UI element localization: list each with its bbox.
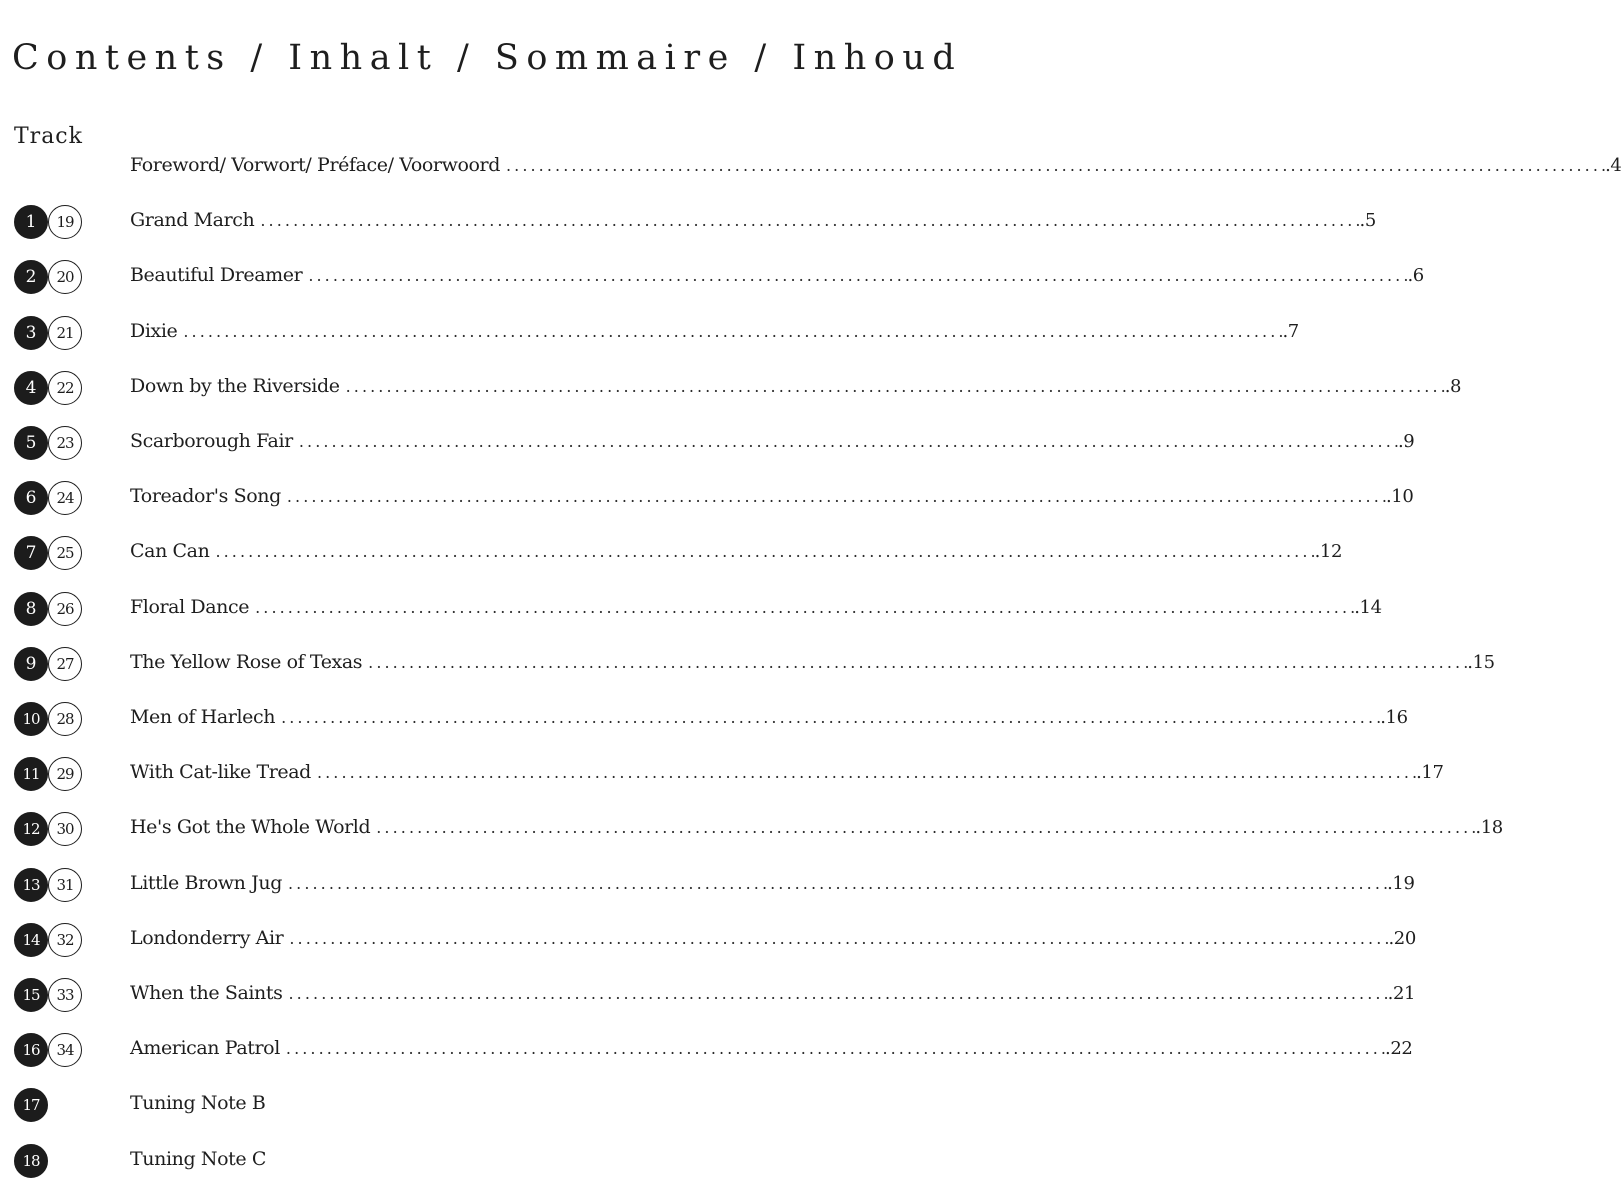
entry-title: Londonderry Air — [130, 926, 284, 949]
track-number-badge: 1 — [14, 205, 48, 239]
dot-leader — [346, 377, 1445, 396]
toc-entry — [130, 1037, 1413, 1060]
toc-row — [0, 479, 1414, 519]
toc-entry — [130, 319, 1299, 342]
toc-row — [0, 424, 1415, 464]
track-number-badge: 10 — [14, 702, 48, 736]
alt-track-number-badge: 26 — [48, 592, 82, 626]
page-number: .14 — [1354, 596, 1382, 618]
dot-leader — [376, 818, 1475, 837]
entry-title: Can Can — [130, 540, 210, 563]
page-number: .8 — [1444, 375, 1462, 397]
entry-title: The Yellow Rose of Texas — [130, 650, 363, 673]
dot-leader — [299, 432, 1398, 451]
alt-track-number-badge: 29 — [48, 757, 82, 791]
page-number: .21 — [1387, 983, 1416, 1004]
toc-entry — [130, 650, 1495, 673]
toc-entry — [130, 154, 1621, 176]
entry-title: Little Brown Jug — [130, 871, 282, 894]
track-number-badge: 3 — [14, 316, 48, 350]
alt-track-number-badge: 25 — [48, 536, 82, 570]
page-number: .16 — [1380, 707, 1408, 728]
toc-row — [0, 258, 1424, 298]
toc-row — [0, 810, 1503, 850]
toc-row — [0, 534, 1343, 574]
toc-row — [0, 755, 1444, 795]
dot-leader — [260, 211, 1359, 230]
alt-track-number-badge: 34 — [48, 1033, 82, 1067]
page-number: .18 — [1475, 817, 1503, 839]
page-number: .7 — [1282, 320, 1299, 342]
track-number-badge: 2 — [14, 260, 48, 294]
track-number-badge: 5 — [14, 426, 48, 460]
entry-title: With Cat-like Tread — [130, 761, 311, 784]
track-number-badge: 12 — [14, 812, 48, 846]
toc-entry — [130, 374, 1462, 397]
entry-title: Dixie — [130, 319, 178, 342]
track-number-badge: 16 — [14, 1033, 48, 1067]
alt-track-number-badge: 24 — [48, 481, 82, 515]
alt-track-number-badge: 19 — [48, 205, 82, 239]
toc-entry — [130, 816, 1503, 839]
track-number-badge: 13 — [14, 868, 48, 902]
entry-title: Floral Dance — [130, 595, 250, 618]
entry-title: Men of Harlech — [130, 706, 276, 728]
page-number: .9 — [1397, 431, 1415, 452]
toc-entry — [130, 430, 1415, 452]
dot-leader — [183, 322, 1282, 341]
page-number: .5 — [1359, 210, 1376, 232]
entry-title: American Patrol — [130, 1037, 280, 1060]
entry-title: Scarborough Fair — [130, 430, 293, 452]
entry-title: When the Saints — [130, 982, 283, 1004]
toc-entry — [130, 595, 1382, 618]
track-number-badge: 6 — [14, 481, 48, 515]
entry-title: Tuning Note C — [130, 1147, 266, 1170]
track-column-heading: Track — [14, 124, 83, 149]
alt-track-number-badge: 22 — [48, 371, 82, 405]
dot-leader — [368, 653, 1467, 672]
entry-title: Down by the Riverside — [130, 374, 340, 397]
toc-entry — [130, 485, 1414, 508]
toc-entry — [130, 540, 1343, 563]
track-number-badge: 4 — [14, 371, 48, 405]
page-number: .6 — [1407, 265, 1424, 287]
dot-leader — [281, 708, 1380, 727]
page-number: .4 — [1605, 155, 1621, 176]
toc-entry — [130, 926, 1416, 949]
track-number-badge: 9 — [14, 647, 48, 681]
toc-entry — [130, 706, 1408, 728]
toc-entry — [130, 1092, 816, 1114]
alt-track-number-badge: 30 — [48, 812, 82, 846]
entry-title: He's Got the Whole World — [130, 816, 371, 839]
page-number: .19 — [1387, 872, 1415, 894]
toc-row — [0, 921, 1416, 961]
track-number-badge: 11 — [14, 757, 48, 791]
alt-track-number-badge: 20 — [48, 260, 82, 294]
toc-row — [0, 314, 1299, 354]
page-number: .17 — [1416, 762, 1444, 784]
dot-leader — [308, 266, 1407, 285]
toc-row — [0, 1142, 842, 1182]
page-title: Contents / Inhalt / Sommaire / Inhoud — [12, 38, 963, 78]
dot-leader — [506, 156, 1605, 175]
dot-leader — [255, 598, 1354, 617]
alt-track-number-badge: 27 — [48, 647, 82, 681]
dot-leader — [288, 874, 1387, 893]
entry-title: Toreador's Song — [130, 485, 281, 508]
dot-leader — [289, 984, 1388, 1003]
entry-title: Foreword/ Vorwort/ Préface/ Voorwoord — [130, 154, 500, 176]
toc-row — [0, 369, 1462, 409]
track-number-badge: 14 — [14, 923, 48, 957]
entry-title: Grand March — [130, 209, 255, 232]
toc-row — [0, 700, 1408, 740]
toc-entry — [130, 264, 1424, 287]
dot-leader — [317, 763, 1416, 782]
toc-row — [0, 148, 1621, 188]
toc-entry — [130, 982, 1416, 1004]
toc-entry — [130, 209, 1376, 232]
dot-leader — [287, 487, 1386, 506]
toc-entry — [130, 871, 1415, 894]
toc-row — [0, 1086, 842, 1126]
toc-entry — [130, 1148, 816, 1170]
page-number: .20 — [1388, 927, 1416, 949]
page-number: .22 — [1385, 1038, 1413, 1060]
toc-row — [0, 866, 1415, 906]
toc-entry — [130, 761, 1444, 784]
toc-row — [0, 645, 1495, 685]
track-number-badge: 7 — [14, 536, 48, 570]
alt-track-number-badge: 21 — [48, 316, 82, 350]
entry-title: Beautiful Dreamer — [130, 264, 303, 287]
track-number-badge: 18 — [14, 1144, 48, 1178]
toc-row — [0, 590, 1382, 630]
alt-track-number-badge: 32 — [48, 923, 82, 957]
track-number-badge: 17 — [14, 1088, 48, 1122]
dot-leader — [215, 542, 1314, 561]
dot-leader — [289, 929, 1388, 948]
alt-track-number-badge: 33 — [48, 978, 82, 1012]
track-number-badge: 15 — [14, 978, 48, 1012]
entry-title: Tuning Note B — [130, 1092, 266, 1115]
toc-row — [0, 1031, 1413, 1071]
page-number: .10 — [1385, 486, 1414, 508]
toc-row — [0, 203, 1376, 243]
track-number-badge: 8 — [14, 592, 48, 626]
page-number: .12 — [1314, 541, 1343, 563]
alt-track-number-badge: 31 — [48, 868, 82, 902]
alt-track-number-badge: 23 — [48, 426, 82, 460]
toc-row — [0, 976, 1416, 1016]
alt-track-number-badge: 28 — [48, 702, 82, 736]
dot-leader — [286, 1039, 1385, 1058]
page-number: .15 — [1467, 651, 1495, 673]
